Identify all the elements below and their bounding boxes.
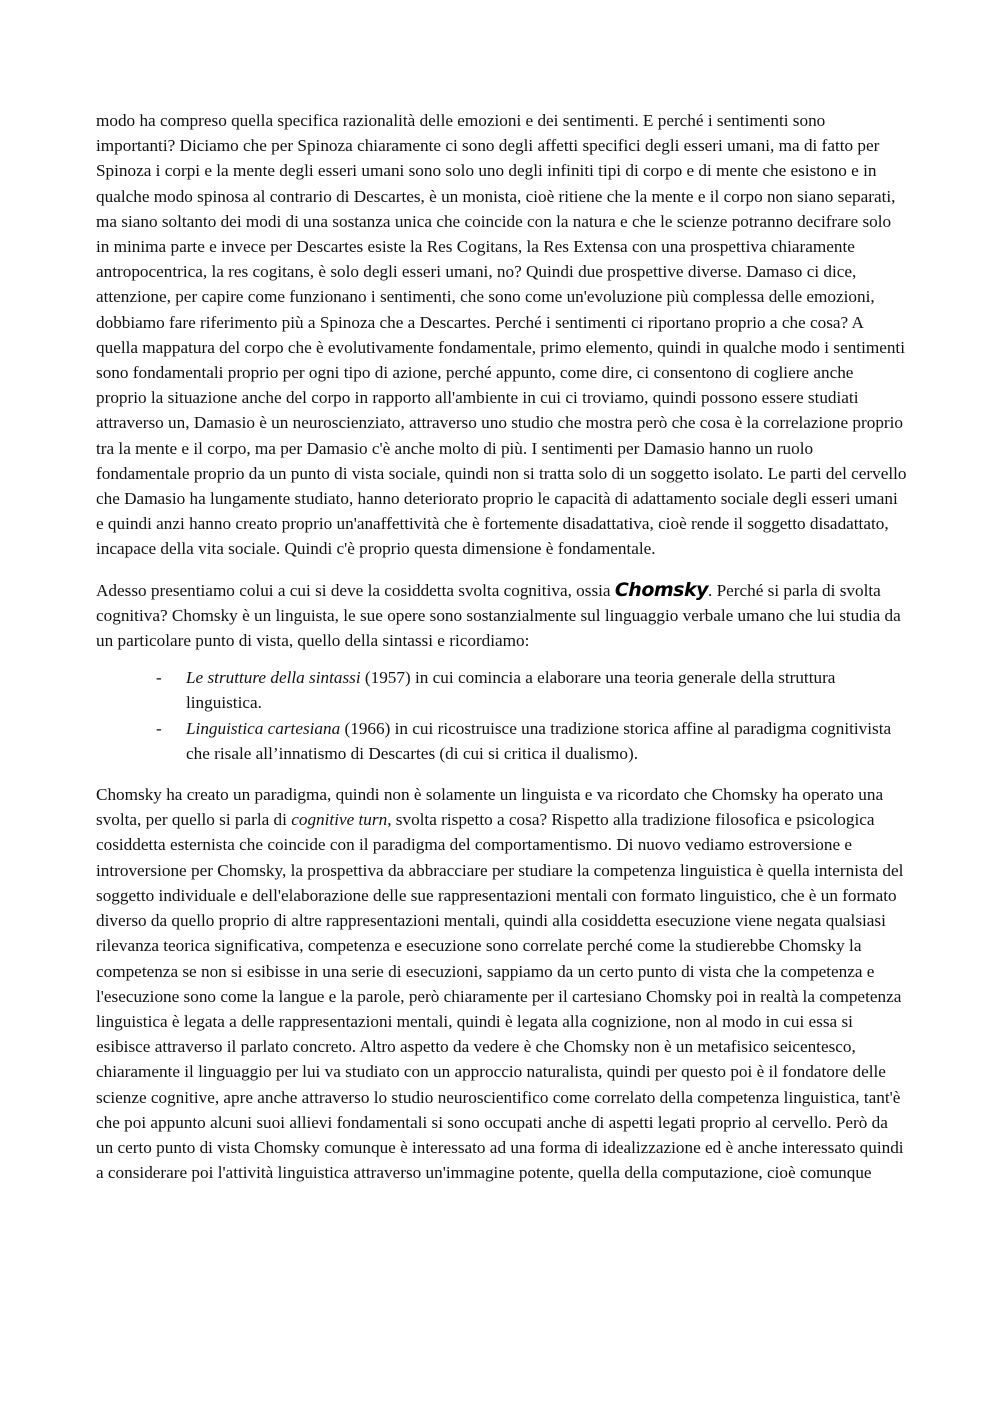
work-description: (1966) in cui ricostruisce una tradizione storica affine al paradigma cognitivista che risale all’innatismo di Descartes (di cui si critica il dualismo). <box>186 718 892 763</box>
work-title: Le strutture della sintassi <box>186 668 361 688</box>
paragraph-cognitive-turn-end: , svolta rispetto a cosa? Rispetto alla tradizione filosofica e psicologica cosiddetta esternista che coincide con il paradigma del comportamentismo. Di nuovo vediamo estroversione e introversione per Chomsky, la prospettiva da abbracciare per studiare la competenza linguistica è quella internista del soggetto individuale e dell'elaborazione delle sue rappresentazioni mentali con formato linguistico, che è un formato diverso da quello proprio di altre rappresentazioni mentali, quindi alla cosiddetta esecuzione viene negata qualsiasi rilevanza teorica significativa, competenza e esecuzione sono correlate perché come la studierebbe Chomsky la competenza se non si esibisse in una serie di esecuzioni, sappiamo da un certo punto di vista che la competenza e l'esecuzione sono come la langue e la parole, però chiaramente per il cartesiano Chomsky poi in realtà la competenza linguistica è legata a delle rappresentazioni mentali, quindi è legata alla cognizione, non al modo in cui essa si esibisce attraverso il parlato concreto. Altro aspetto da vedere è che Chomsky non è un metafisico seicentesco, chiaramente il linguaggio per lui va studiato con un approccio naturalista, quindi per questo poi è il fondatore delle scienze cognitive, apre anche attraverso lo studio neuroscientifico come correlato della competenza linguistica, tant'è che poi appunto alcuni suoi allievi fondamentali si sono occupati anche di aspetti legati proprio al cervello. Però da un certo punto di vista Chomsky comunque è interessato ad una forma di idealizzazione ed è anche interessato quindi a considerare poi l'attività linguistica attraverso un'immagine potente, quella della computazione, cioè comunque <box>96 810 904 1183</box>
chomsky-handwritten-name: Chomsky <box>614 578 708 601</box>
cognitive-turn-term: cognitive turn <box>291 810 388 830</box>
list-dash: - <box>156 718 162 738</box>
list-item <box>156 665 908 715</box>
document-body <box>96 108 908 1201</box>
list-item <box>156 716 908 766</box>
paragraph-cognitive-turn <box>96 782 908 1185</box>
paragraph-chomsky-intro-start: Adesso presentiamo colui a cui si deve la cosiddetta svolta cognitiva, ossia <box>96 580 615 600</box>
paragraph-chomsky-intro <box>96 578 908 654</box>
paragraph-damasio: modo ha compreso quella specifica razionalità delle emozioni e dei sentimenti. E perché i sentimenti sono importanti? Diciamo che per Spinoza chiaramente ci sono degli affetti specifici degli esseri umani, ma di fatto per Spinoza i corpi e la mente degli esseri umani sono solo uno degli infiniti tipi di corpo e di mente che esistono e in qualche modo spinosa al contrario di Descartes, è un monista, cioè ritiene che la mente e il corpo non siano separati, ma siano soltanto dei modi di una sostanza unica che coincide con la natura e che le scienze potranno decifrare solo in minima parte e invece per Descartes esiste la Res Cogitans, la Res Extensa con una prospettiva chiaramente antropocentrica, la res cogitans, è solo degli esseri umani, no? Quindi due prospettive diverse. Damaso ci dice, attenzione, per capire come funzionano i sentimenti, che sono come un'evoluzione più complessa delle emozioni, dobbiamo fare riferimento più a Spinoza che a Descartes. Perché i sentimenti ci riportano proprio a che cosa? A quella mappatura del corpo che è evolutivamente fondamentale, primo elemento, quindi in qualche modo i sentimenti sono fondamentali proprio per ogni tipo di azione, perché appunto, come dire, ci consentono di cogliere anche proprio la situazione anche del corpo in rapporto all'ambiente in cui ci troviamo, quindi possono essere studiati attraverso un, Damasio è un neuroscienziato, attraverso uno studio che mostra però che cosa è la correlazione proprio tra la mente e il corpo, ma per Damasio c'è anche molto di più. I sentimenti per Damasio hanno un ruolo fondamentale proprio da un punto di vista sociale, quindi non si tratta solo di un soggetto isolato. Le parti del cervello che Damasio ha lungamente studiato, hanno deteriorato proprio le capacità di adattamento sociale degli esseri umani e quindi anzi hanno creato proprio un'anaffettività che è fortemente disadattativa, cioè rende il soggetto disadattato, incapace della vita sociale. Quindi c'è proprio questa dimensione è fondamentale. <box>96 111 907 559</box>
list-dash: - <box>156 668 162 688</box>
work-description: (1957) in cui comincia a elaborare una teoria generale della struttura linguistica. <box>186 668 836 713</box>
paragraph-cognitive-turn-start: Chomsky ha creato un paradigma, quindi non è solamente un linguista e va ricordato che Chomsky ha operato una svolta, per quello si parla di <box>96 785 884 830</box>
paragraph-chomsky-intro-end: . Perché si parla di svolta cognitiva? Chomsky è un linguista, le sue opere sono sostanzialmente sul linguaggio verbale umano che lui studia da un particolare punto di vista, quello della sintassi e ricordiamo: <box>96 580 901 651</box>
work-title: Linguistica cartesiana <box>186 718 341 738</box>
works-list <box>96 665 908 766</box>
